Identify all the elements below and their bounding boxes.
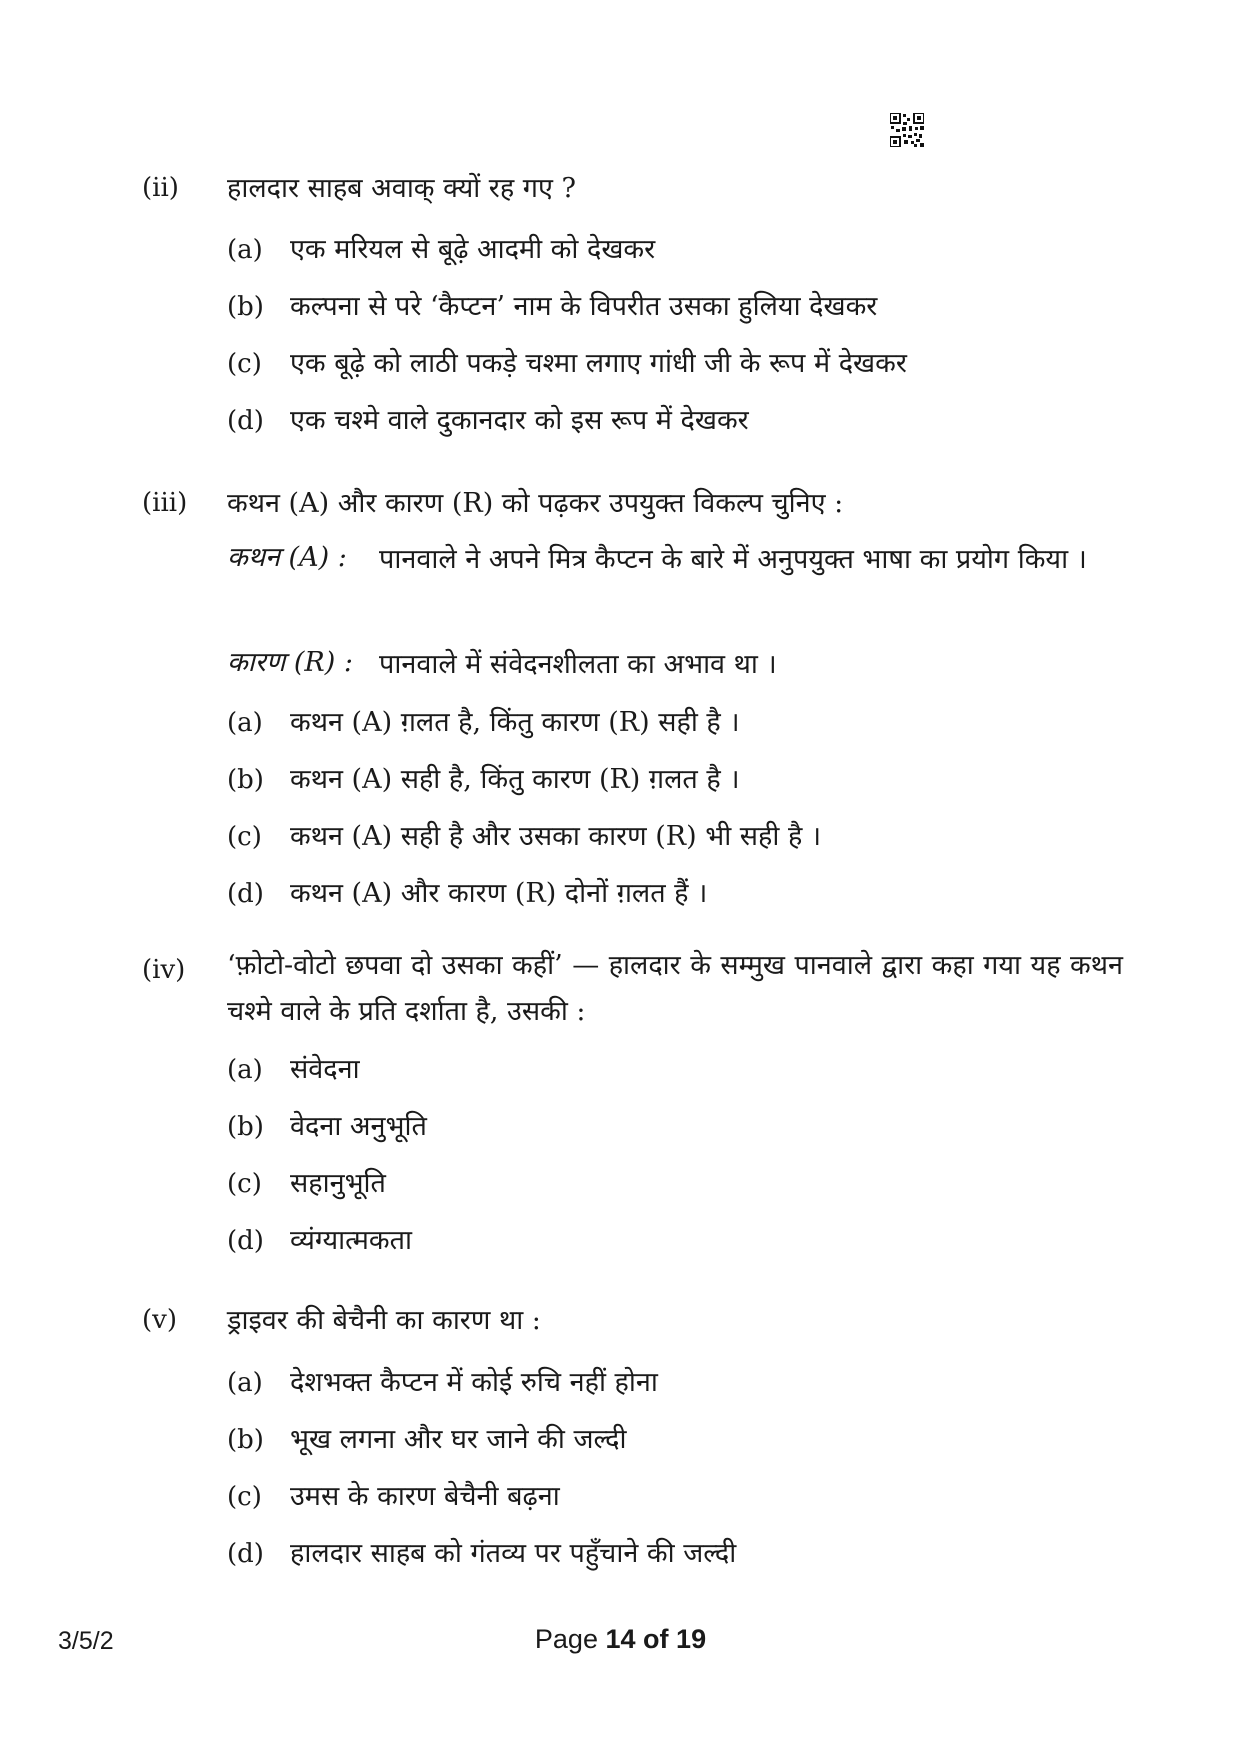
question-number: (v)	[142, 1305, 177, 1335]
option-text: एक बूढ़े को लाठी पकड़े चश्मा लगाए गांधी जी के रूप में देखकर	[290, 348, 907, 379]
option-text: संवेदना	[290, 1054, 360, 1085]
option-d	[227, 873, 707, 910]
option-label: (b)	[227, 292, 264, 322]
page-total: 19	[676, 1624, 707, 1654]
option-text: कथन (A) सही है, किंतु कारण (R) ग़लत है ।	[290, 764, 740, 795]
option-a	[227, 229, 655, 266]
option-label: (a)	[227, 235, 263, 265]
assertion-text: पानवाले ने अपने मित्र कैप्टन के बारे में अनुपयुक्त भाषा का प्रयोग किया ।	[379, 544, 1087, 575]
option-b	[227, 1419, 626, 1456]
question-text: हालदार साहब अवाक् क्यों रह गए ?	[227, 173, 576, 204]
question-number: (iv)	[142, 955, 186, 985]
page-current: 14	[605, 1624, 636, 1654]
option-c	[227, 343, 907, 380]
reason-text: पानवाले में संवेदनशीलता का अभाव था ।	[379, 649, 777, 680]
option-label: (b)	[227, 1425, 264, 1455]
option-label: (d)	[227, 879, 264, 909]
option-c	[227, 816, 821, 853]
paper-code: 3/5/2	[58, 1627, 114, 1655]
option-text: एक मरियल से बूढ़े आदमी को देखकर	[290, 234, 656, 265]
option-text: भूख लगना और घर जाने की जल्दी	[290, 1424, 627, 1455]
option-a	[227, 702, 740, 739]
question-text: कथन (A) और कारण (R) को पढ़कर उपयुक्त विकल्प चुनिए :	[227, 488, 844, 519]
option-a	[227, 1362, 658, 1399]
question-number: (iii)	[142, 488, 188, 518]
option-label: (d)	[227, 1226, 264, 1256]
option-b	[227, 1106, 427, 1143]
option-d	[227, 400, 749, 437]
option-text: देशभक्त कैप्टन में कोई रुचि नहीं होना	[290, 1367, 658, 1398]
option-text: हालदार साहब को गंतव्य पर पहुँचाने की जल्दी	[290, 1538, 737, 1569]
option-text: कथन (A) और कारण (R) दोनों ग़लत हैं ।	[290, 878, 708, 909]
option-text: कथन (A) ग़लत है, किंतु कारण (R) सही है ।	[290, 707, 740, 738]
question-text: ड्राइवर की बेचैनी का कारण था :	[227, 1305, 541, 1336]
of-word: of	[643, 1624, 669, 1654]
option-text: सहानुभूति	[290, 1168, 386, 1199]
option-text: उमस के कारण बेचैनी बढ़ना	[290, 1481, 560, 1512]
option-text: वेदना अनुभूति	[290, 1111, 427, 1142]
option-a	[227, 1049, 360, 1086]
option-text: कथन (A) सही है और उसका कारण (R) भी सही है ।	[290, 821, 822, 852]
option-label: (b)	[227, 765, 264, 795]
option-d	[227, 1220, 412, 1257]
option-label: (c)	[227, 822, 262, 852]
option-label: (a)	[227, 708, 263, 738]
option-label: (c)	[227, 349, 262, 379]
assertion-label: कथन (A) :	[227, 542, 347, 573]
page-word: Page	[534, 1624, 598, 1654]
option-label: (c)	[227, 1169, 262, 1199]
page-number	[0, 1624, 1241, 1655]
option-label: (c)	[227, 1482, 262, 1512]
option-c	[227, 1163, 386, 1200]
option-text: कल्पना से परे ‘कैप्टन’ नाम के विपरीत उसका हुलिया देखकर	[290, 291, 878, 322]
qr-code-icon	[890, 113, 924, 147]
option-label: (a)	[227, 1368, 263, 1398]
option-label: (d)	[227, 406, 264, 436]
option-label: (d)	[227, 1539, 264, 1569]
option-d	[227, 1533, 736, 1570]
option-b	[227, 759, 740, 796]
option-c	[227, 1476, 560, 1513]
option-b	[227, 286, 877, 323]
option-text: व्यंग्यात्मकता	[290, 1225, 412, 1256]
question-number: (ii)	[142, 173, 179, 203]
option-label: (a)	[227, 1055, 263, 1085]
option-label: (b)	[227, 1112, 264, 1142]
reason-label: कारण (R) :	[227, 647, 353, 678]
option-text: एक चश्मे वाले दुकानदार को इस रूप में देखकर	[290, 405, 749, 436]
question-text: ‘फ़ोटो-वोटो छपवा दो उसका कहीं’ — हालदार के सम्मुख पानवाले द्वारा कहा गया यह कथन चश्मे वाले के प्रति दर्शाता है, उसकी :	[227, 950, 1123, 1027]
